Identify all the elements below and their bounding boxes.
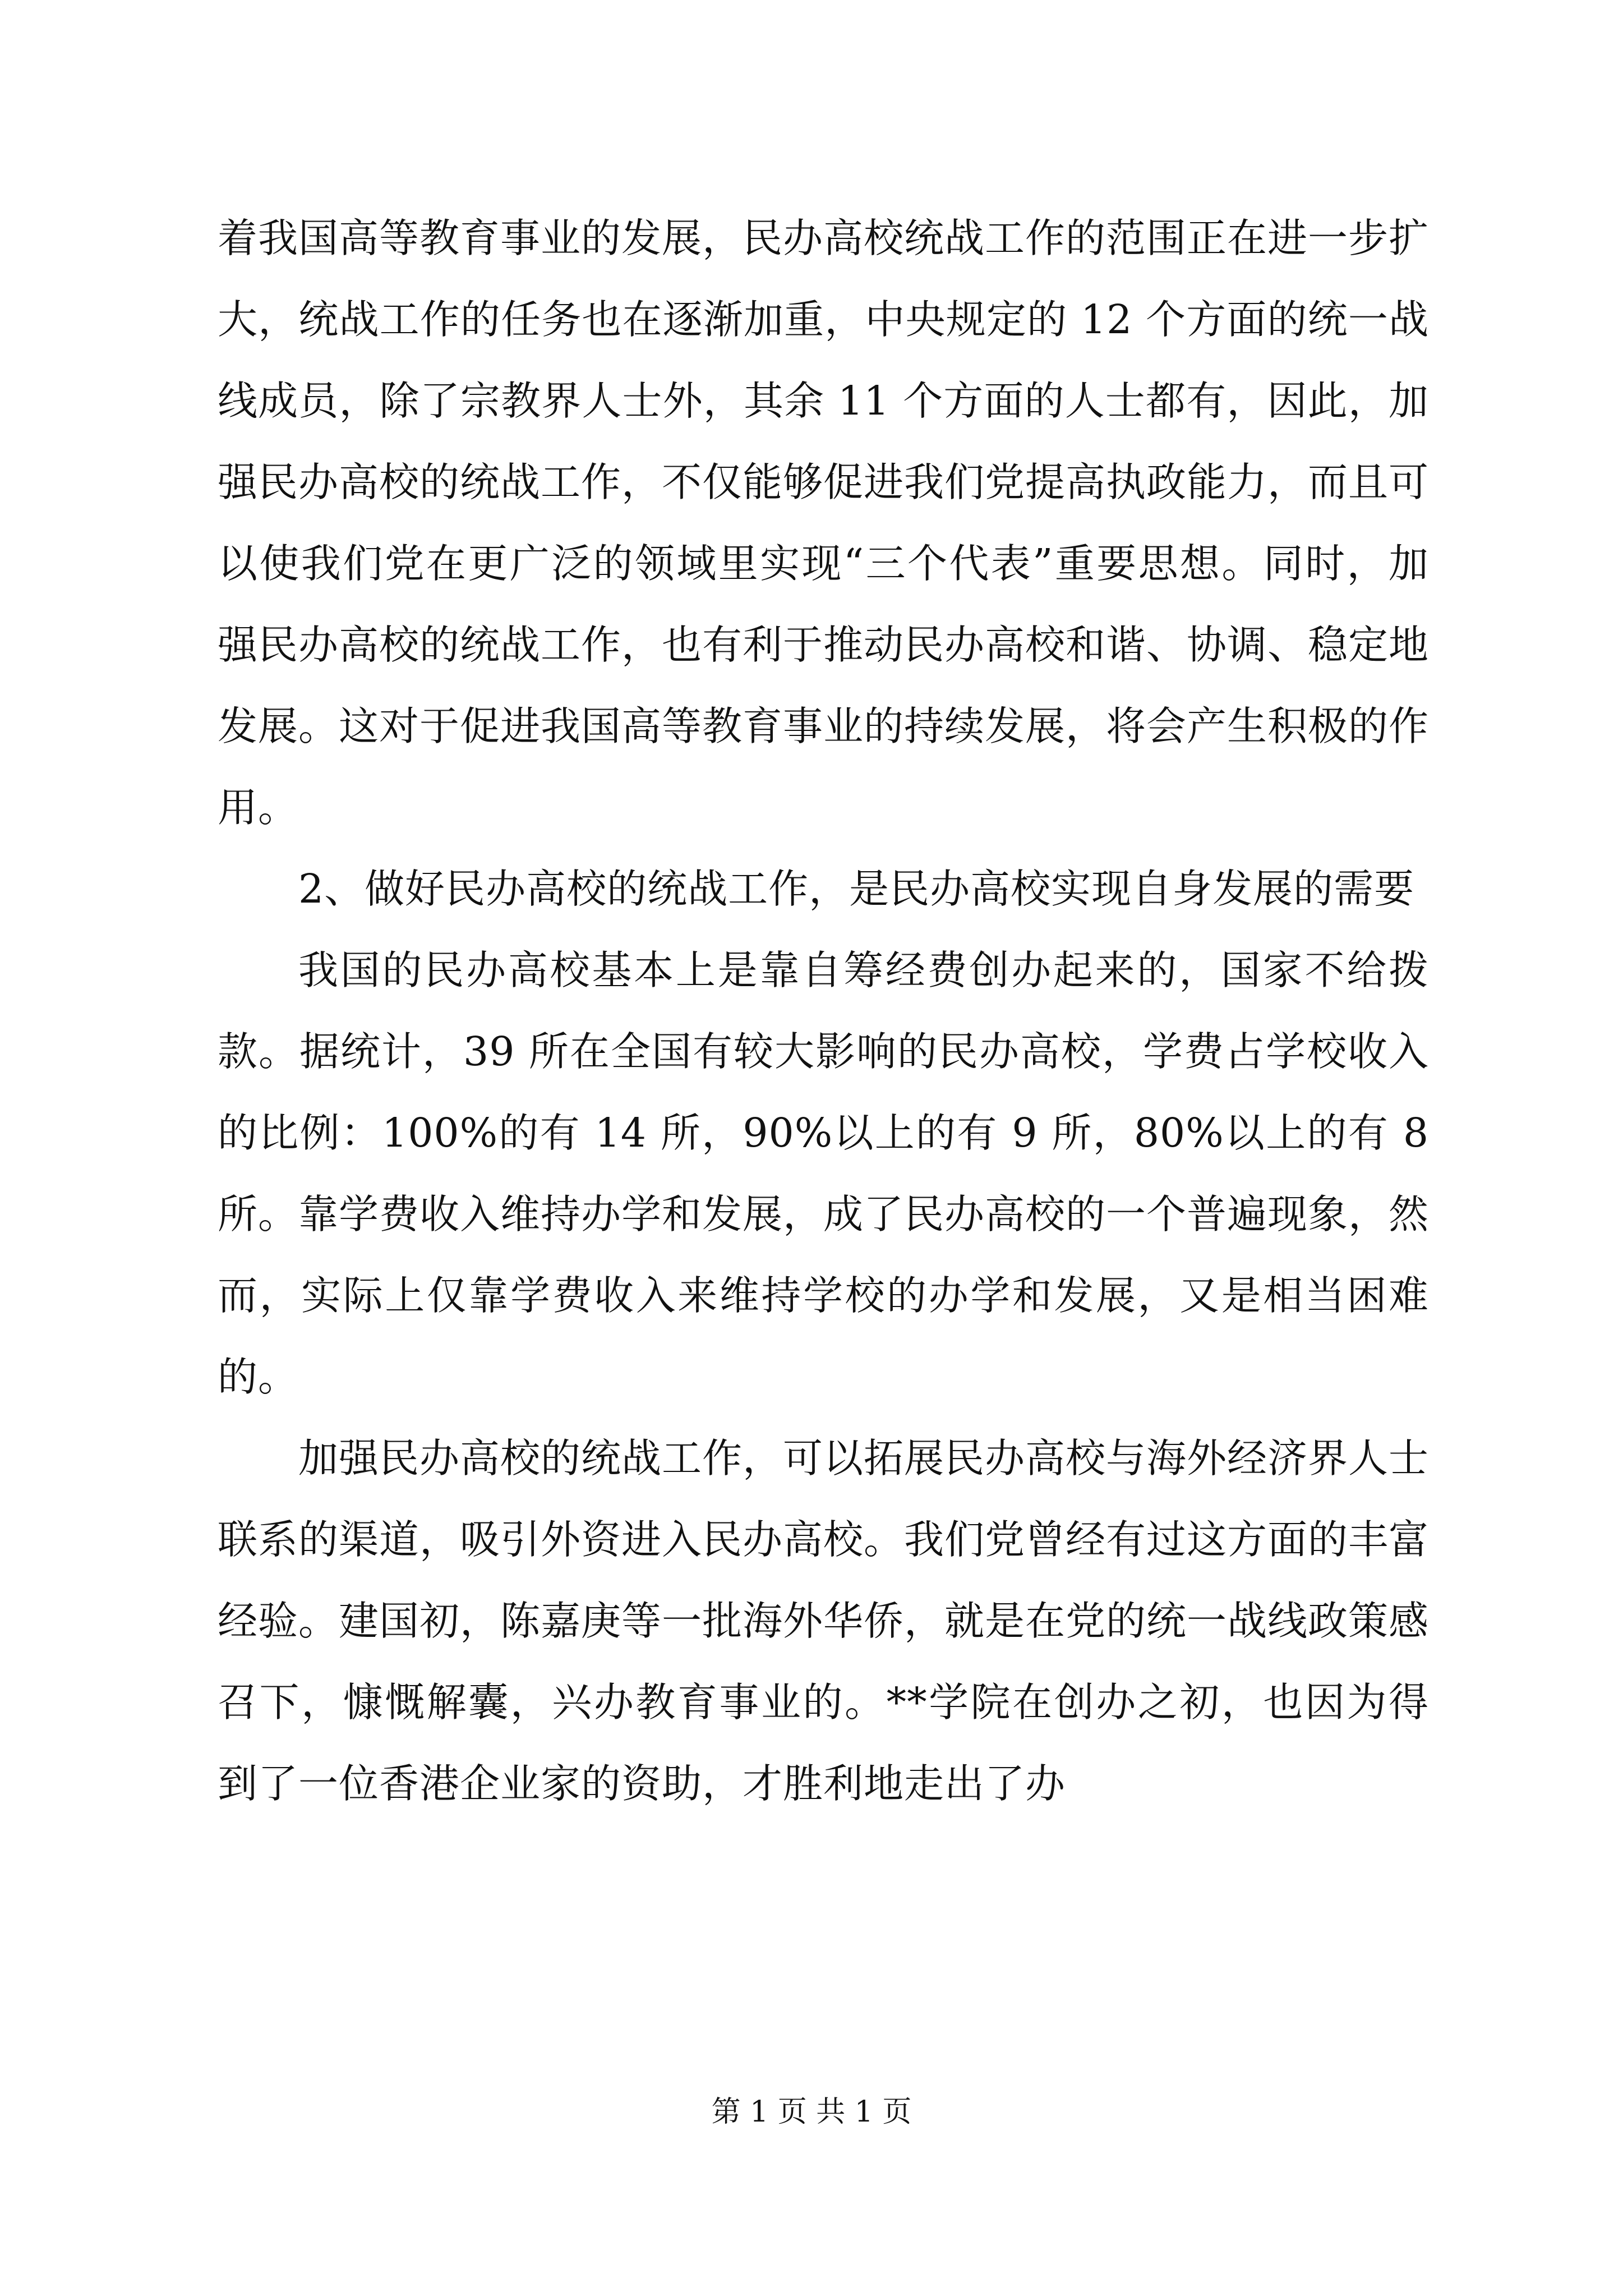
- paragraph-1: 着我国高等教育事业的发展，民办高校统战工作的范围正在进一步扩大，统战工作的任务也在逐渐加重，中央规定的 12 个方面的统一战线成员，除了宗教界人士外，其余 11 个方面的人士都有，因此，加强民办高校的统战工作，不仅能够促进我们党提高执政能力，而且可以使我们党在更广泛的领域里实现“三个代表”重要思想。同时，加强民办高校的统战工作，也有利于推动民办高校和谐、协调、稳定地发展。这对于促进我国高等教育事业的持续发展，将会产生积极的作用。: [218, 215, 1430, 831]
- paragraph-2-heading: 2、做好民办高校的统战工作，是民办高校实现自身发展的需要: [298, 866, 1415, 912]
- page-number-label: 第 1 页 共 1 页: [711, 2095, 912, 2129]
- document-body: [218, 197, 1429, 1824]
- paragraph-3: 我国的民办高校基本上是靠自筹经费创办起来的，国家不给拨款。据统计，39 所在全国有较大影响的民办高校，学费占学校收入的比例：100%的有 14 所，90%以上的有 9 所，80%以上的有 8 所。靠学费收入维持办学和发展，成了民办高校的一个普遍现象，然而，实际上仅靠学费收入来维持学校的办学和发展，又是相当困难的。: [218, 947, 1430, 1400]
- paragraph-4: 加强民办高校的统战工作，可以拓展民办高校与海外经济界人士联系的渠道，吸引外资进入民办高校。我们党曾经有过这方面的丰富经验。建国初，陈嘉庚等一批海外华侨，就是在党的统一战线政策感召下，慷慨解囊，兴办教育事业的。**学院在创办之初，也因为得到了一位香港企业家的资助，才胜利地走出了办: [218, 1435, 1430, 1807]
- page-footer: [0, 2092, 1623, 2132]
